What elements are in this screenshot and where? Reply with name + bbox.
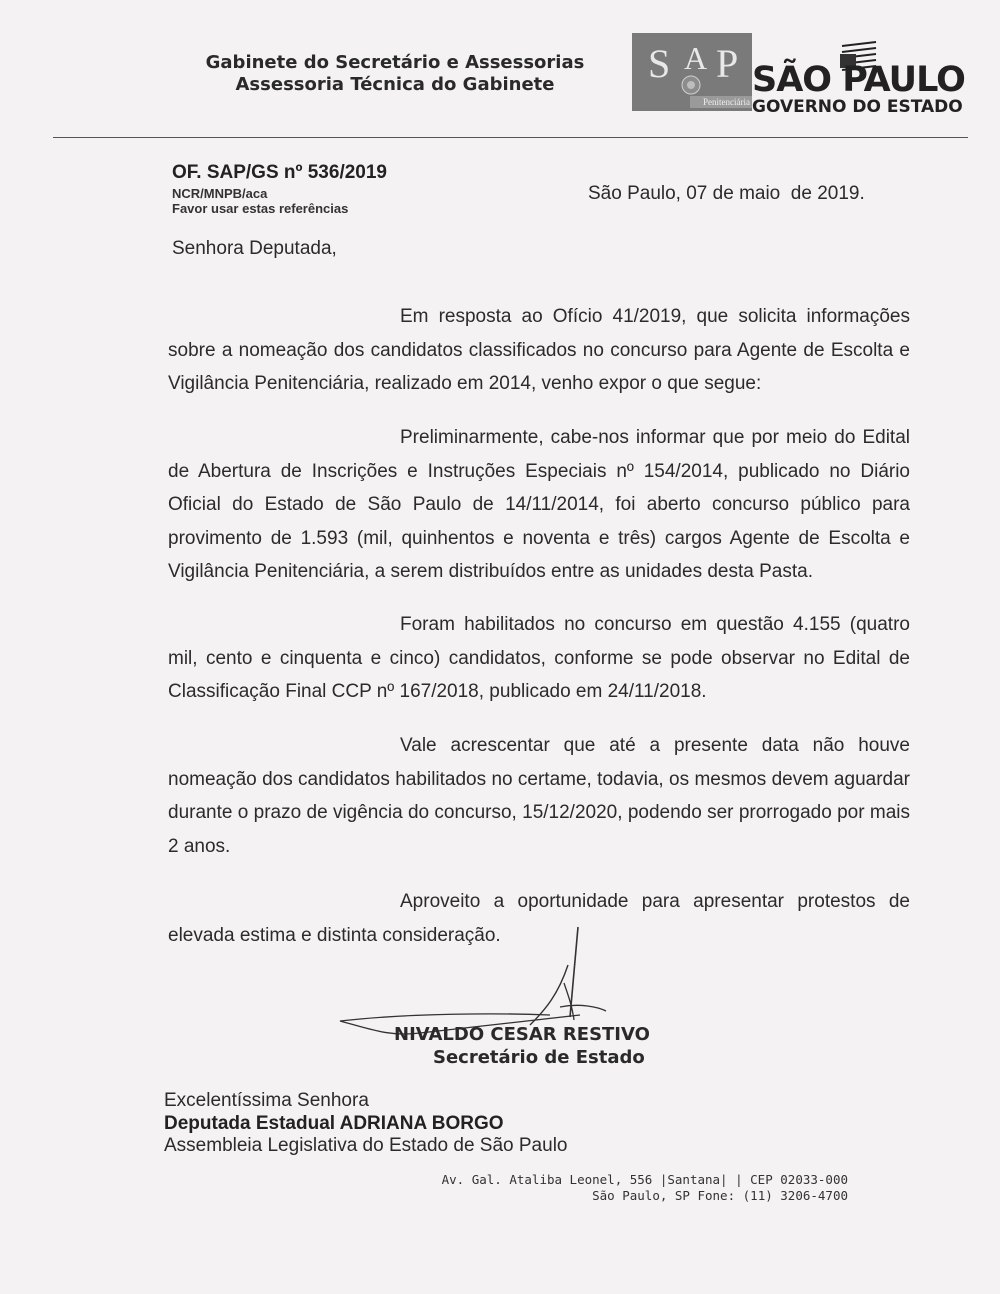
sap-logo-strip: Penitenciária [690,96,752,108]
reference-code: NCR/MNPB/aca [172,186,268,201]
header-divider [53,137,968,138]
date-line: São Paulo, 07 de maio de 2019. [588,183,865,204]
reference-number: OF. SAP/GS nº 536/2019 [172,162,387,183]
state-name: SÃO PAULO [752,60,965,100]
sap-letter-p: P [716,41,739,86]
sap-letter-a: A [684,40,708,76]
paragraph-3: Foram habilitados no concurso em questão 4.155 (quatro mil, cento e cinquenta e cinco) candidatos, conforme se pode observar no Edital de Classificação Final CCP nº 167/2018, publicado em 24/11/2018. [168,614,910,702]
sap-letter-s: S [648,41,671,86]
header-department: Assessoria Técnica do Gabinete [235,74,555,95]
paragraph-1: Em resposta ao Ofício 41/2019, que solicita informações sobre a nomeação dos candidatos classificados no concurso para Agente de Escolta e Vigilância Penitenciária, realizado em 2014, venho expor o que segue: [168,306,910,394]
paragraph-2: Preliminarmente, cabe-nos informar que por meio do Edital de Abertura de Inscrições e Instruções Especiais nº 154/2014, publicado no Diário Oficial do Estado de São Paulo de 14/11/2014, foi aberto concurso público para provimento de 1.593 (mil, quinhentos e noventa e três) cargos Agente de Escolta e Vigilância Penitenciária, a serem distribuídos entre as unidades desta Pasta. [168,427,910,582]
paragraph-4: Vale acrescentar que até a presente data não houve nomeação dos candidatos habilitados no certame, todavia, os mesmos devem aguardar durante o prazo de vigência do concurso, 15/12/2020, podendo ser prorrogado por mais 2 anos. [168,735,910,857]
addressee-institution: Assembleia Legislativa do Estado de São Paulo [164,1135,568,1156]
reference-note: Favor usar estas referências [172,201,349,216]
addressee-greeting: Excelentíssima Senhora [164,1090,369,1111]
addressee-name: Deputada Estadual ADRIANA BORGO [164,1113,504,1134]
government-label: GOVERNO DO ESTADO [752,97,963,117]
paragraph-5: Aproveito a oportunidade para apresentar protestos de elevada estima e distinta consideração. [168,891,910,946]
footer-phone: São Paulo, SP Fone: (11) 3206-4700 [592,1188,848,1203]
header-office: Gabinete do Secretário e Assessorias [205,52,585,73]
footer-address: Av. Gal. Ataliba Leonel, 556 |Santana| | CEP 02033-000 [441,1172,848,1187]
signatory-name: NIVALDO CESAR RESTIVO [394,1024,650,1045]
state-seal-icon [680,74,702,96]
salutation: Senhora Deputada, [172,238,337,259]
signatory-title: Secretário de Estado [433,1047,645,1068]
